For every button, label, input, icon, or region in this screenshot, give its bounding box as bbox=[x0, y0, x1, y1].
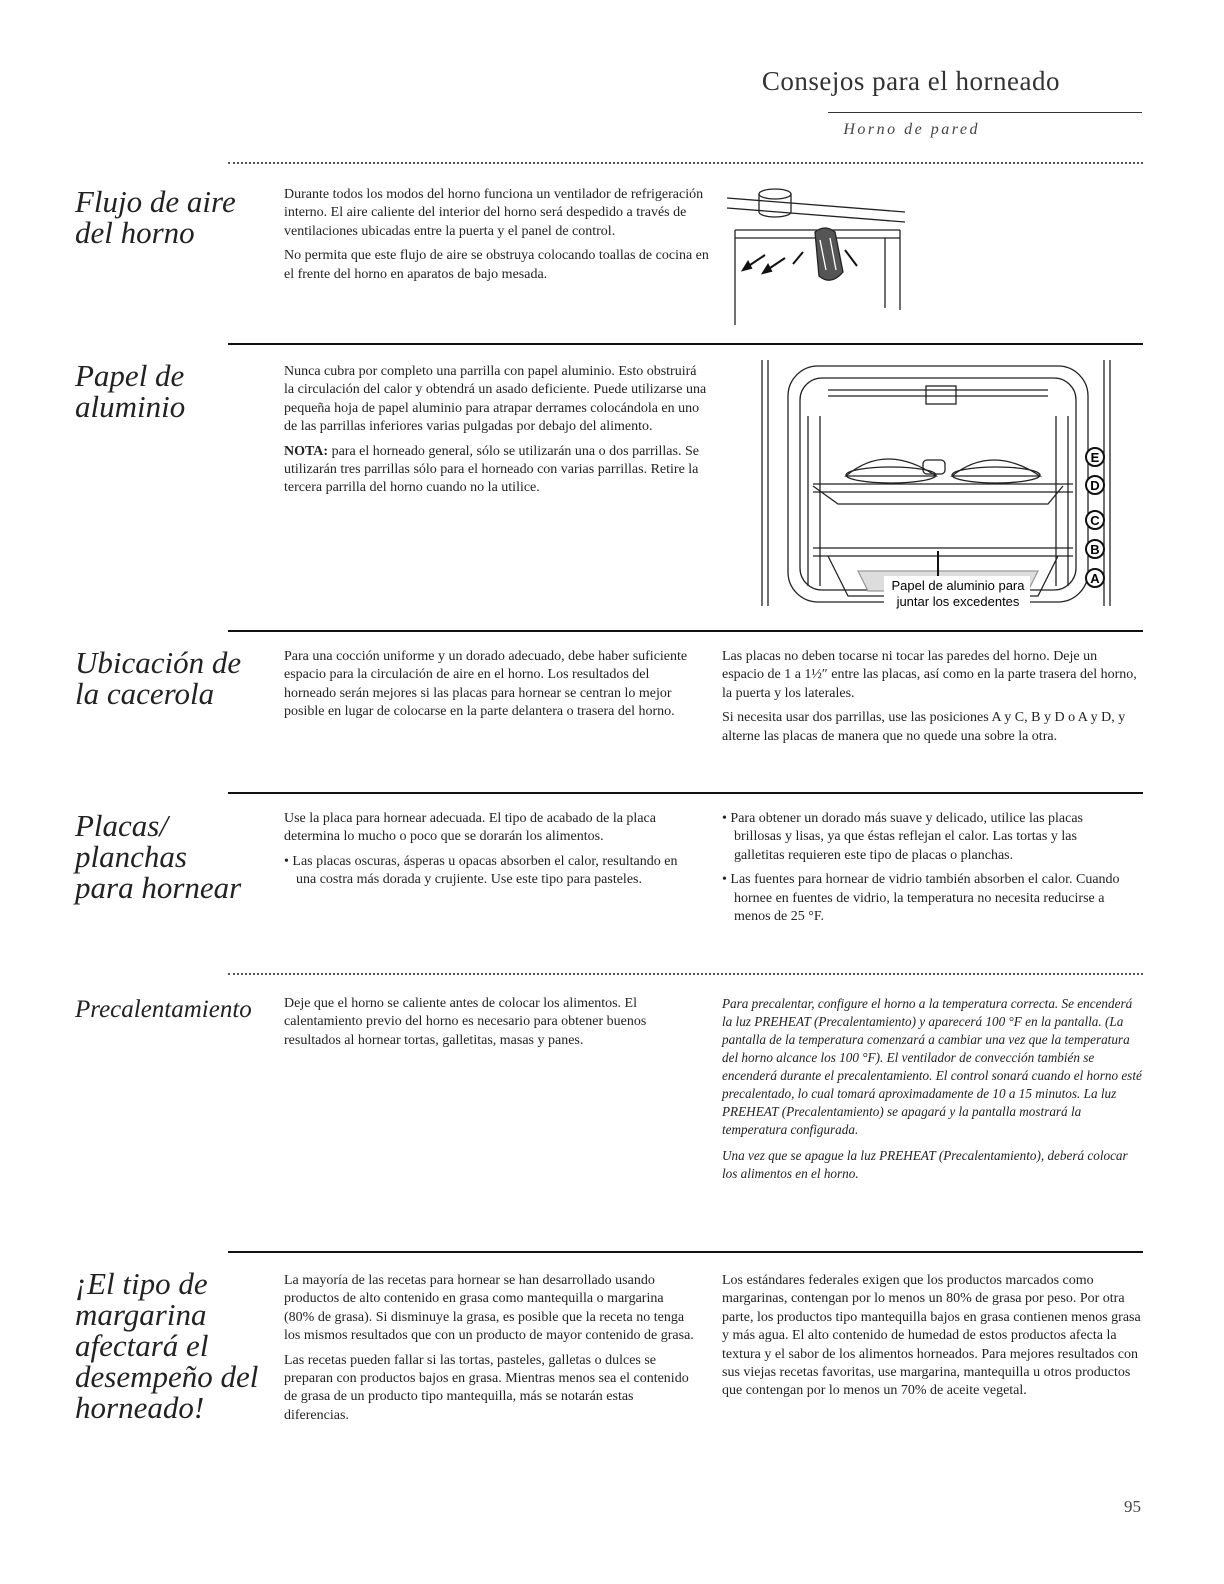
diagram-caption-line2: juntar los excedentes bbox=[896, 594, 1020, 609]
diagram-caption-line1: Papel de aluminio para bbox=[891, 578, 1025, 593]
plates-text-right: • Para obtener un dorado más suave y delicado, utilice las placas brillosas y lisas, ya que éstas reflejan el calor. Las tortas y las galletitas requieren este tipo de placas o planchas. • Las fuentes para hornear de vidrio también absorben el calor. Cuando hornee en fuentes de vidrio, la temperatura no necesita reducirse a menos de 25 °F. bbox=[722, 811, 1120, 925]
heading-foil: Papel de aluminio bbox=[75, 358, 186, 424]
heading-pan: Ubicación de la cacerola bbox=[75, 645, 242, 711]
preheat-text-left: Deje que el horno se caliente antes de colocar los alimentos. El calentamiento previo del horno es necesario para obtener buenos resultados al hornear tortas, galletitas, masas y panes. bbox=[284, 996, 647, 1048]
pan-text-right: Las placas no deben tocarse ni tocar las paredes del horno. Deje un espacio de 1 a 1½″ entre las placas, así como en la parte trasera del horno, la puerta y los laterales. Si necesita usar dos parrillas, use las posiciones A y C, B y D o A y D, y alterne las placas de manera que no quede una sobre la otra. bbox=[722, 649, 1137, 744]
rack-label-d: D bbox=[1090, 478, 1100, 493]
plates-text-left: Use la placa para hornear adecuada. El tipo de acabado de la placa determina lo mucho o poco que se dorarán los alimentos. • Las placas oscuras, ásperas u opacas absorben el calor, resultando en una costra más dorada y crujiente. Use este tipo para pasteles. bbox=[284, 811, 678, 888]
margarine-text-right: Los estándares federales exigen que los productos marcados como margarinas, contengan por lo menos un 80% de grasa por peso. Por otra parte, los productos tipo mantequilla bajos en grasa contienen menos grasa y más agua. El alto contenido de humedad de estos productos afecta la textura y el sabor de los alimentos horneados. Para mejores resultados con sus viejas recetas favoritas, use margarina, mantequilla u otros productos que contengan por lo menos un 70% de aceite vegetal. bbox=[722, 1273, 1141, 1399]
section-divider bbox=[228, 1251, 1143, 1253]
foil-text: Nunca cubra por completo una parrilla con papel aluminio. Esto obstruirá la circulación del calor y obtendrá un asado deficiente. Puede utilizarse una pequeña hoja de papel aluminio para atrapar derrames colocándola en uno de las parrillas inferiores varias pulgadas por debajo del alimento. NOTA: para el horneado general, sólo se utilizarán una o dos parrillas. Se utilizarán tres parrillas sólo para el horneado con varias parrillas. Retire la tercera parrilla del horno cuando no la utilice. bbox=[284, 364, 707, 496]
oven-rack-diagram bbox=[758, 356, 1118, 611]
header-rule bbox=[828, 112, 1142, 113]
section-divider bbox=[228, 792, 1143, 794]
heading-preheat: Precalentamiento bbox=[75, 996, 252, 1023]
section-divider bbox=[228, 630, 1143, 632]
airflow-text: Durante todos los modos del horno funciona un ventilador de refrigeración interno. El aire caliente del interior del horno será despedido a través de ventilaciones ubicadas entre la puerta y el panel de control. No permita que este flujo de aire se obstruya colocando toallas de cocina en el frente del horno en aparatos de bajo mesada. bbox=[284, 187, 709, 282]
heading-airflow: Flujo de aire del horno bbox=[75, 184, 236, 250]
page-title: Consejos para el horneado bbox=[761, 66, 1060, 96]
rack-position-labels bbox=[1086, 448, 1104, 587]
page-number: 95 bbox=[1124, 1497, 1141, 1516]
margarine-text-left: La mayoría de las recetas para hornear se han desarrollado usando productos de alto contenido en grasa como mantequilla o margarina (80% de grasa). Si disminuye la grasa, es posible que la receta no tenga los mismos resultados que con un producto de mayor contenido de grasa. Las recetas pueden fallar si las tortas, pasteles, galletas o dulces se preparan con productos bajos en grasa. Mientras menos sea el contenido de grasa de un producto tipo mantequilla, más se notarán estas diferencias. bbox=[284, 1273, 694, 1423]
section-divider bbox=[228, 973, 1143, 975]
rack-label-a: A bbox=[1090, 571, 1100, 586]
heading-margarine: ¡El tipo de margarina afectará el desempeño del horneado! bbox=[75, 1266, 259, 1425]
heading-plates: Placas/ planchas para hornear bbox=[75, 808, 242, 905]
rack-label-c: C bbox=[1090, 513, 1100, 528]
rack-label-b: B bbox=[1090, 542, 1100, 557]
pan-text-left: Para una cocción uniforme y un dorado adecuado, debe haber suficiente espacio para la circulación de aire en el horno. Los resultados del horneado serán mejores si las placas para hornear se centran lo mejor posible en lugar de colocarse en la parte delantera o trasera del horno. bbox=[284, 649, 688, 720]
airflow-diagram bbox=[725, 180, 915, 330]
page-subtitle: Horno de pared bbox=[843, 121, 980, 138]
rack-label-e: E bbox=[1090, 450, 1100, 465]
section-divider bbox=[228, 162, 1143, 164]
section-divider bbox=[228, 343, 1143, 345]
preheat-text-right: Para precalentar, configure el horno a la temperatura correcta. Se encenderá la luz PREHEAT (Precalentamiento) y aparecerá 100 °F en la pantalla. (La pantalla de la temperatura comenzará a cambiar una vez que la temperatura del horno alcance los 100 °F). El ventilador de convección también se encenderá durante el precalentamiento. El control sonará cuando el horno esté precalentado, lo cual tomará aproximadamente de 10 a 15 minutos. La luz PREHEAT (Precalentamiento) se apagará y la pantalla mostrará la temperatura configurada. Una vez que se apague la luz PREHEAT (Precalentamiento), deberá colocar los alimentos en el horno. bbox=[722, 996, 1142, 1181]
